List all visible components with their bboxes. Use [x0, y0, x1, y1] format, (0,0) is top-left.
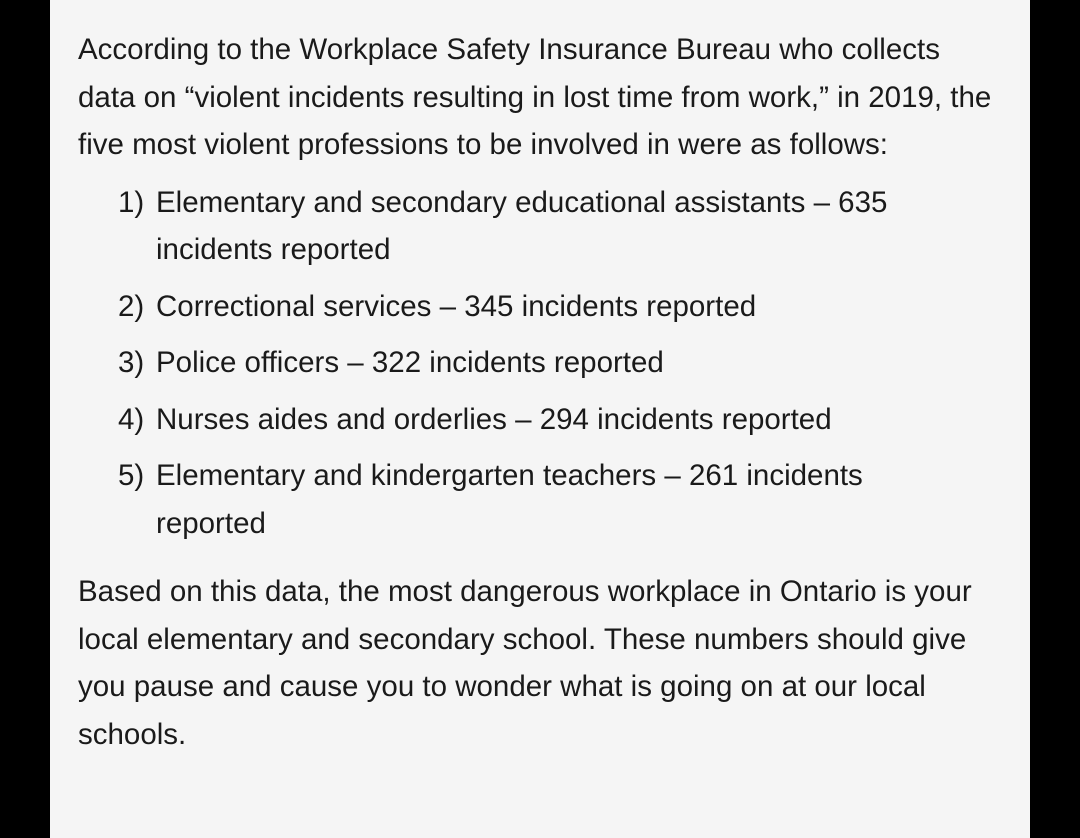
professions-list [118, 179, 978, 548]
list-item-text: Elementary and secondary educational assistants – 635 incidents reported [156, 185, 888, 266]
list-item [118, 283, 978, 331]
intro-paragraph: According to the Workplace Safety Insurance Bureau who collects data on “violent incidents resulting in lost time from work,” in 2019, the five most violent professions to be involved in were as follows: [78, 33, 992, 161]
list-item [118, 339, 978, 387]
list-item-text: Elementary and kindergarten teachers – 261 incidents reported [156, 459, 863, 540]
list-item-number: 2) [118, 289, 145, 323]
list-item [118, 179, 978, 274]
list-item [118, 396, 978, 444]
list-item [118, 452, 978, 547]
conclusion-paragraph: Based on this data, the most dangerous workplace in Ontario is your local elementary and secondary school. These numbers should give you pause and cause you to wonder what is going on at our local schools. [78, 575, 972, 751]
list-item-number: 5) [118, 459, 145, 492]
document-page [50, 0, 1030, 838]
list-item-text: Correctional services – 345 incidents reported [156, 289, 757, 323]
list-item-number: 4) [118, 402, 145, 436]
list-item-text: Nurses aides and orderlies – 294 incidents reported [156, 402, 832, 436]
document-body [78, 26, 1008, 758]
list-item-text: Police officers – 322 incidents reported [156, 346, 664, 379]
list-item-number: 1) [118, 185, 145, 219]
list-item-number: 3) [118, 346, 145, 379]
